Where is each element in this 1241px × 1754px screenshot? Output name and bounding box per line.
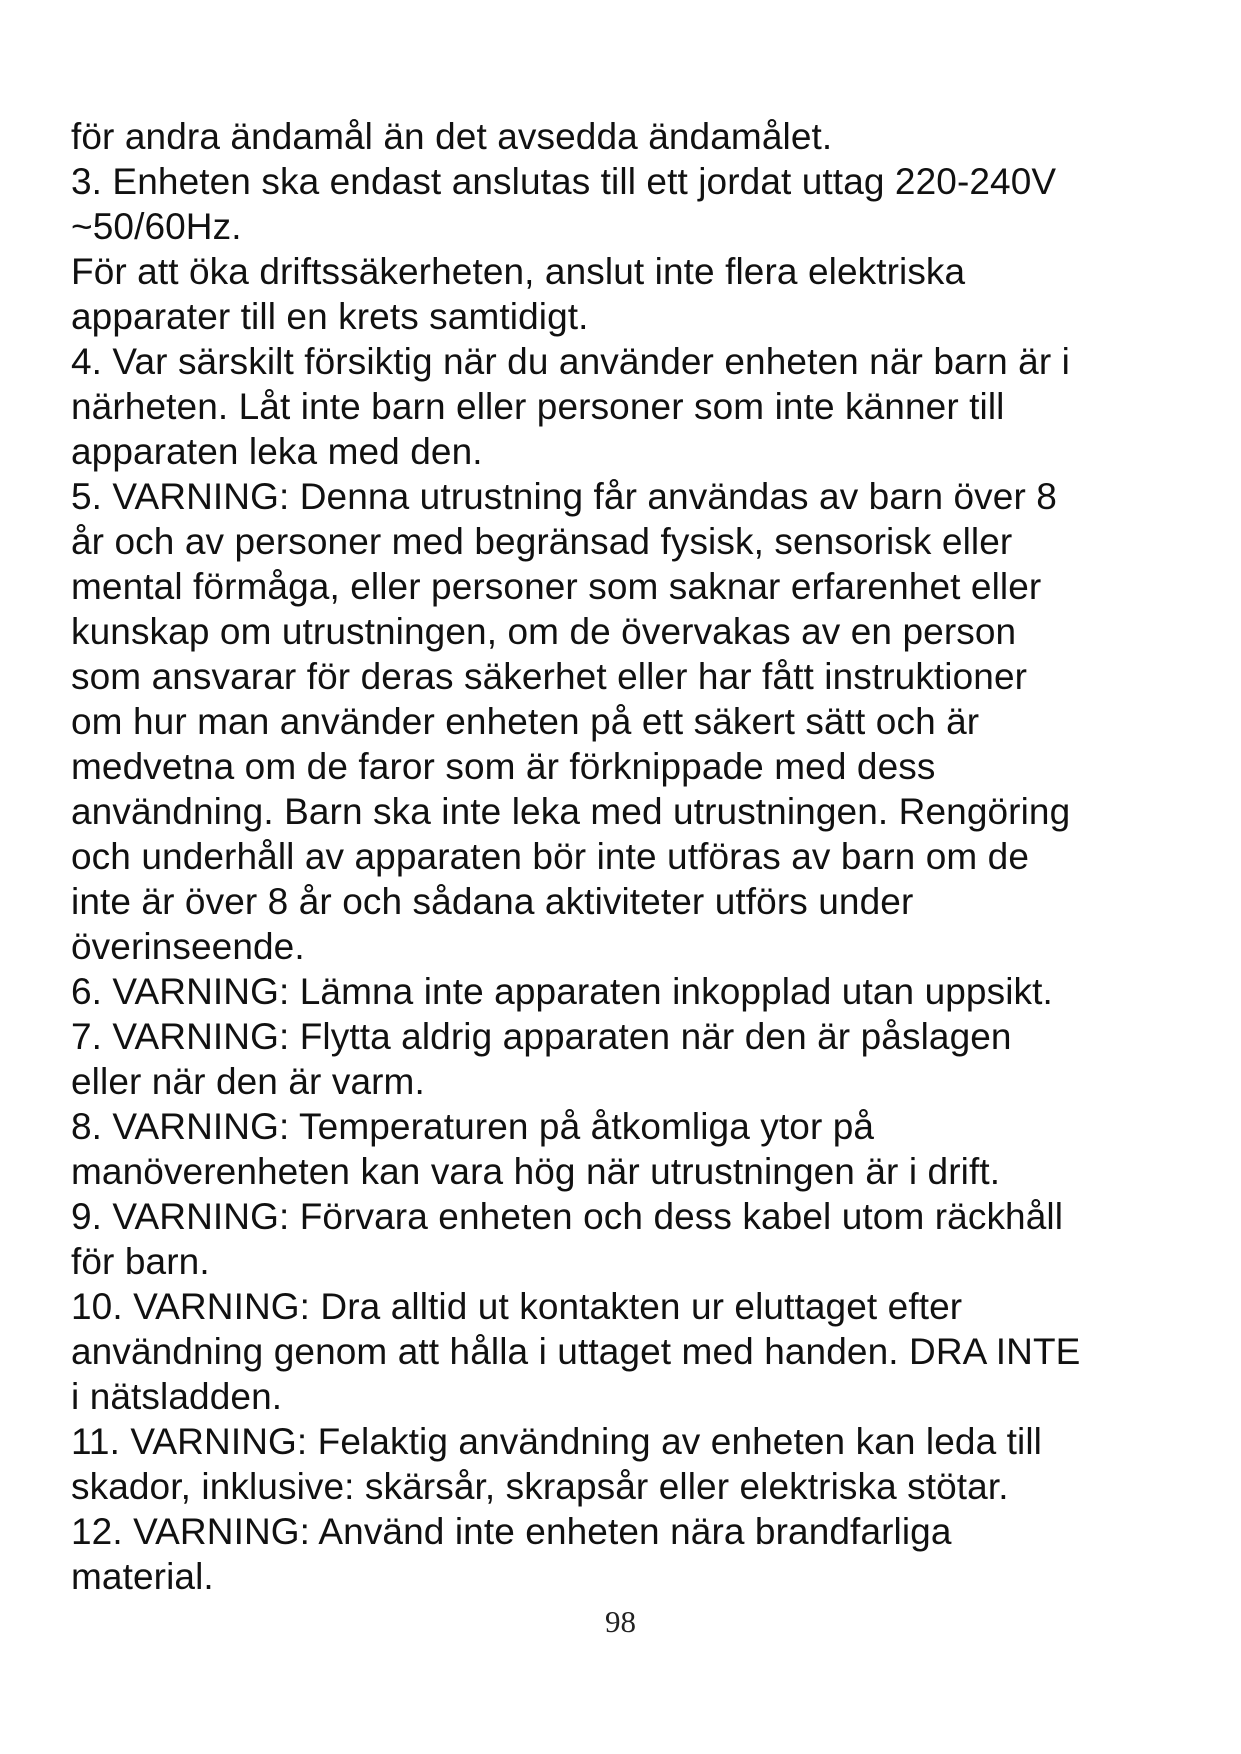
text-line: skador, inklusive: skärsår, skrapsår eller elektriska stötar. xyxy=(71,1466,1009,1507)
page-number: 98 xyxy=(605,1604,636,1639)
text-line: ~50/60Hz. xyxy=(71,206,242,247)
text-line: apparater till en krets samtidigt. xyxy=(71,296,589,337)
text-line: För att öka driftssäkerheten, anslut inte flera elektriska xyxy=(71,251,966,292)
text-line: 11. VARNING: Felaktig användning av enheten kan leda till xyxy=(71,1421,1043,1462)
text-line: om hur man använder enheten på ett säkert sätt och är xyxy=(71,701,980,742)
text-line: medvetna om de faror som är förknippade med dess xyxy=(71,746,936,787)
text-line: för andra ändamål än det avsedda ändamålet. xyxy=(71,116,833,157)
text-line: manöverenheten kan vara hög när utrustningen är i drift. xyxy=(71,1151,1001,1192)
text-line: inte är över 8 år och sådana aktiviteter utförs under xyxy=(71,881,914,922)
text-line: eller när den är varm. xyxy=(71,1061,425,1102)
text-line: 12. VARNING: Använd inte enheten nära brandfarliga xyxy=(71,1511,952,1552)
text-line: 8. VARNING: Temperaturen på åtkomliga ytor på xyxy=(71,1106,875,1147)
text-line: kunskap om utrustningen, om de övervakas av en person xyxy=(71,611,1017,652)
text-line: användning genom att hålla i uttaget med handen. DRA INTE xyxy=(71,1331,1081,1372)
text-line: 5. VARNING: Denna utrustning får användas av barn över 8 xyxy=(71,476,1057,517)
text-line: 6. VARNING: Lämna inte apparaten inkopplad utan uppsikt. xyxy=(71,971,1053,1012)
text-line: material. xyxy=(71,1556,214,1597)
text-line: användning. Barn ska inte leka med utrustningen. Rengöring xyxy=(71,791,1071,832)
text-line: i nätsladden. xyxy=(71,1376,283,1417)
text-line: som ansvarar för deras säkerhet eller har fått instruktioner xyxy=(71,656,1028,697)
text-line: överinseende. xyxy=(71,926,305,967)
text-line: 3. Enheten ska endast anslutas till ett jordat uttag 220-240V xyxy=(71,161,1057,202)
text-line: närheten. Låt inte barn eller personer som inte känner till xyxy=(71,386,1005,427)
body-text xyxy=(71,114,1181,1599)
text-line: apparaten leka med den. xyxy=(71,431,483,472)
text-line: och underhåll av apparaten bör inte utföras av barn om de xyxy=(71,836,1030,877)
text-line: år och av personer med begränsad fysisk, sensorisk eller xyxy=(71,521,1013,562)
text-line: för barn. xyxy=(71,1241,210,1282)
text-line: mental förmåga, eller personer som saknar erfarenhet eller xyxy=(71,566,1042,607)
text-line: 4. Var särskilt försiktig när du använder enheten när barn är i xyxy=(71,341,1070,382)
text-line: 7. VARNING: Flytta aldrig apparaten när den är påslagen xyxy=(71,1016,1012,1057)
text-line: 10. VARNING: Dra alltid ut kontakten ur eluttaget efter xyxy=(71,1286,963,1327)
text-line: 9. VARNING: Förvara enheten och dess kabel utom räckhåll xyxy=(71,1196,1064,1237)
